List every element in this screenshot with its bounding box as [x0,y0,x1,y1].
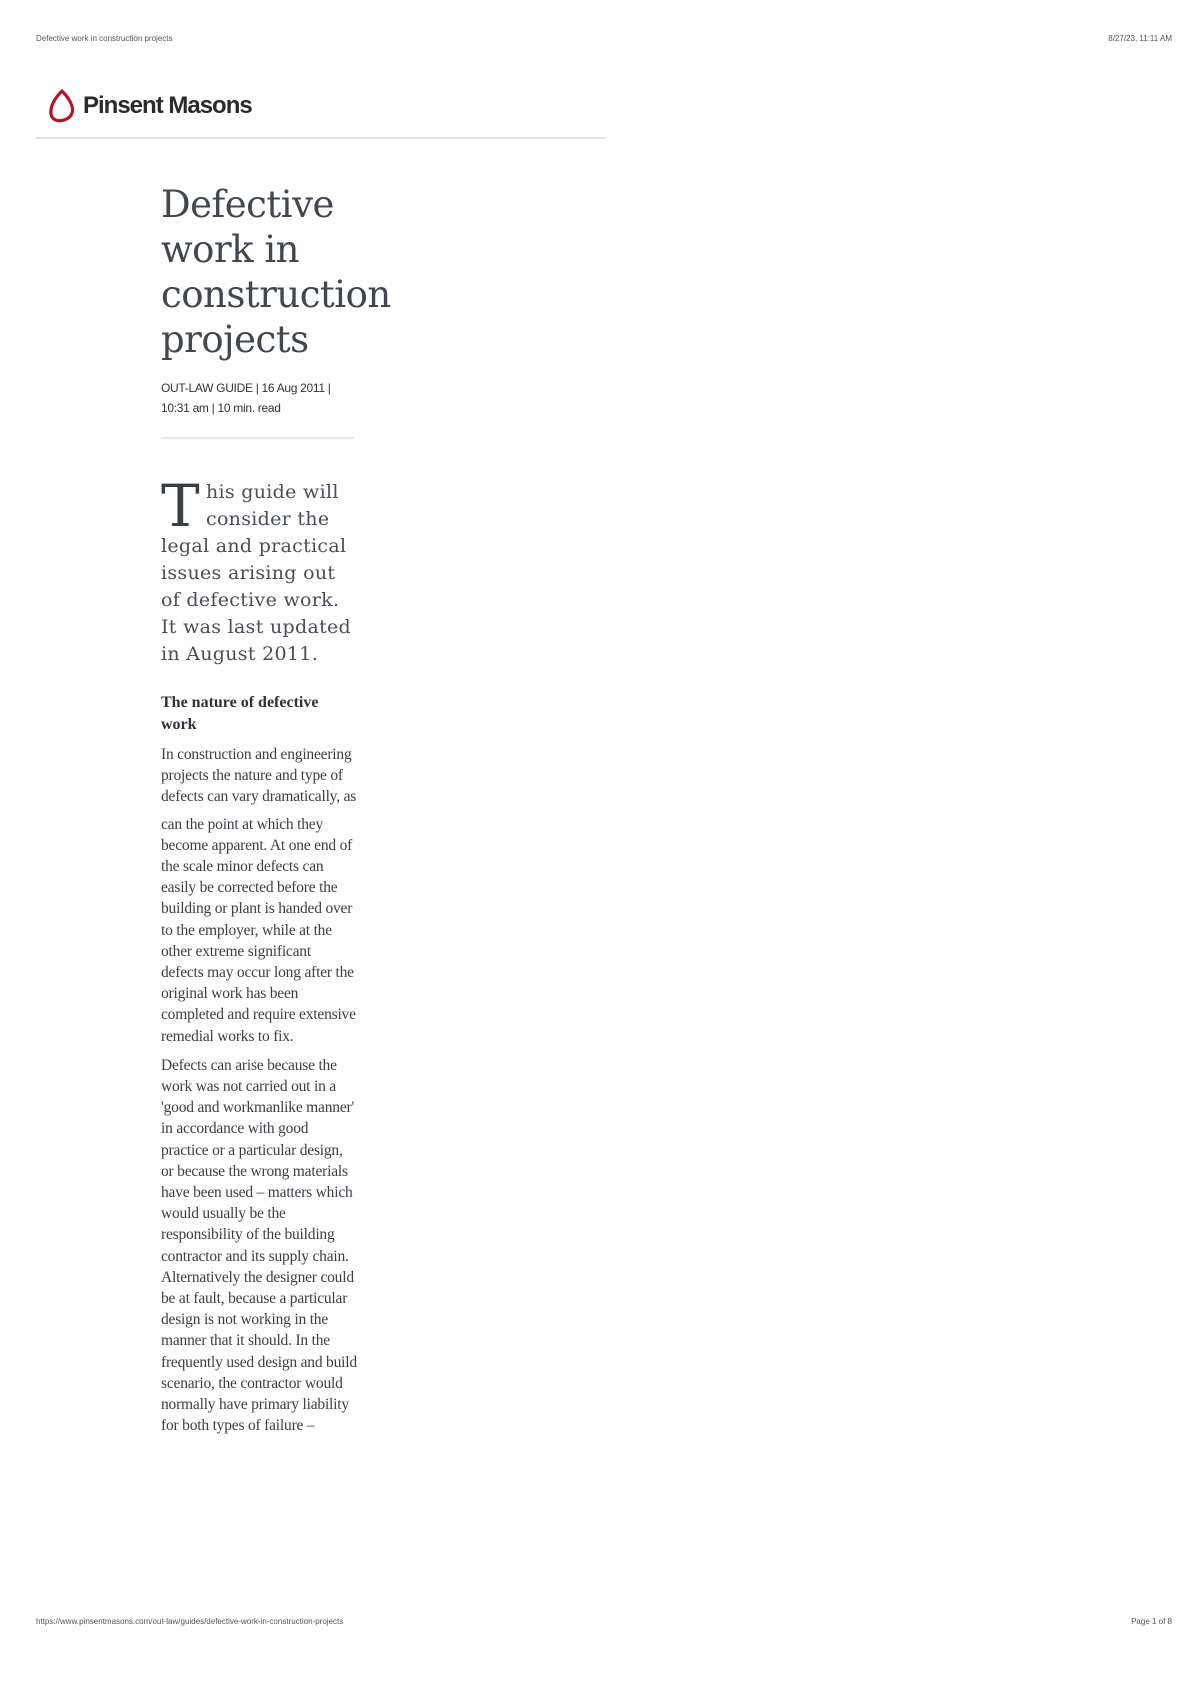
section-heading: The nature of defective work [161,694,319,733]
article-lead [161,472,357,668]
article [161,182,391,1437]
lead-text: his guide will consider the legal and practical issues arising out of defective work. It was last updated in August 2011. [161,481,352,665]
brand-logo[interactable] [47,88,252,124]
article-title: Defective work in construction projects [161,183,391,361]
print-header-date: 8/27/23, 11:11 AM [1108,34,1172,43]
lead-dropcap: T [161,472,200,540]
print-header-title: Defective work in construction projects [36,34,173,43]
meta-divider [161,437,354,439]
print-footer-page: Page 1 of 8 [1131,1617,1172,1626]
article-meta: OUT-LAW GUIDE | 16 Aug 2011 | 10:31 am | 10 min. read [161,381,331,415]
brand-name: Pinsent Masons [83,92,252,119]
paragraph-3: Defects can arise because the work was not carried out in a 'good and workmanlike manner' in accordance with good practice or a particular design, or because the wrong materials have been used – matters which would usually be the responsibility of the building contractor and its supply chain. Alternatively the designer could be at fault, because a particular design is not working in the manner that it should. In the frequently used design and build scenario, the contractor would normally have primary liability for both types of failure – [161,1056,357,1435]
paragraph-2: can the point at which they become apparent. At one end of the scale minor defects can easily be corrected before the building or plant is handed over to the employer, while at the other extreme significant defects may occur long after the original work has been completed and require extensive remedial works to fix. [161,815,356,1045]
print-footer-url: https://www.pinsentmasons.com/out-law/guides/defective-work-in-construction-projects [36,1617,344,1626]
paragraph-1: In construction and engineering projects the nature and type of defects can vary dramatically, as [161,746,357,806]
pinsent-masons-logo-icon [47,88,77,124]
header-divider [36,137,606,139]
